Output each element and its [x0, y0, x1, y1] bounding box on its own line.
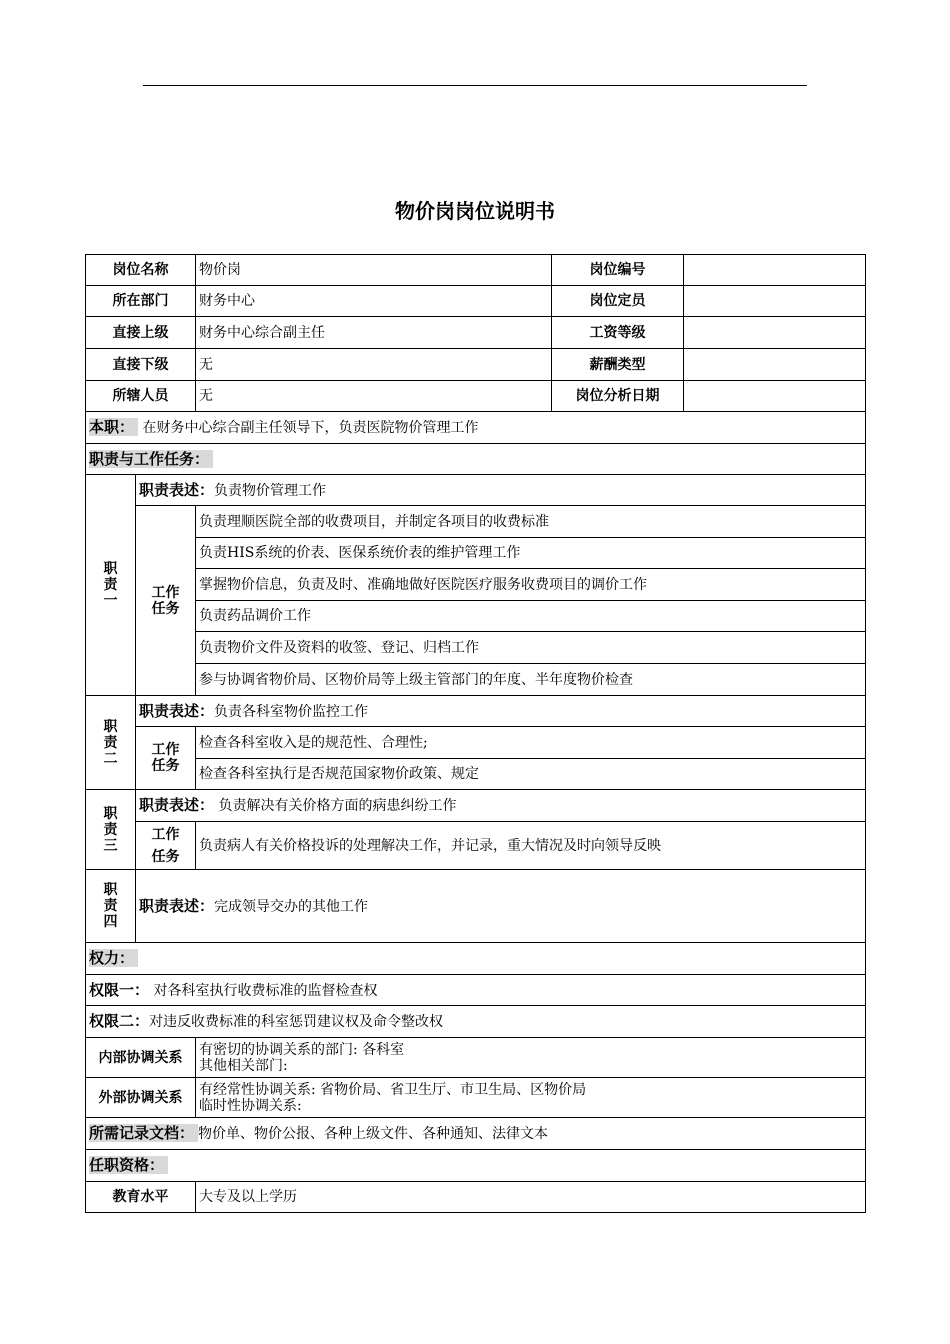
- duties-header: 职责与工作任务：: [89, 450, 213, 468]
- task-item: 负责理顺医院全部的收费项目，并制定各项目的收费标准: [196, 506, 866, 538]
- header-rule: [143, 85, 807, 86]
- authority-header: 权力：: [89, 949, 138, 967]
- task-label-line: 任务: [151, 848, 180, 865]
- qualification-header: 任职资格：: [89, 1156, 168, 1174]
- duty-2-label-char: 二: [103, 750, 118, 767]
- duty-desc-label: 职责表述：: [139, 701, 215, 720]
- headcount-label: 岗位定员: [552, 286, 684, 317]
- education-value: 大专及以上学历: [196, 1182, 866, 1213]
- salary-grade-value: [684, 317, 866, 349]
- duty-desc-text: 完成领导交办的其他工作: [214, 898, 369, 915]
- task-label-line: 任务: [151, 600, 180, 617]
- internal-relations-line: 其他相关部门:: [199, 1057, 288, 1074]
- duty-3-label-char: 责: [103, 821, 118, 838]
- summary-label: 本职：: [89, 418, 138, 436]
- task-item: 检查各科室收入是的规范性、合理性;: [196, 727, 866, 759]
- document-title: 物价岗岗位说明书: [395, 199, 555, 223]
- pay-type-value: [684, 349, 866, 381]
- authority-item-2: [86, 1006, 866, 1038]
- info-row: [86, 349, 866, 381]
- task-item: 负责HIS系统的价表、医保系统价表的维护管理工作: [196, 538, 866, 569]
- department-value: 财务中心: [196, 286, 552, 317]
- duty-4-desc: [136, 870, 866, 943]
- duty-row: [86, 790, 866, 822]
- external-relations-value: [196, 1078, 866, 1118]
- authority-item-1: [86, 975, 866, 1006]
- authority-text: 对违反收费标准的科室惩罚建议权及命令整改权: [149, 1014, 444, 1030]
- authority-row: [86, 975, 866, 1006]
- duty-1-label-char: 职: [103, 561, 118, 577]
- task-row: [86, 538, 866, 569]
- task-item: 负责病人有关价格投诉的处理解决工作，并记录，重大情况及时向领导反映: [196, 822, 866, 870]
- task-row: [86, 822, 866, 870]
- department-label: 所在部门: [86, 286, 196, 317]
- staff-value: 无: [196, 381, 552, 412]
- qualification-header-row: [86, 1150, 866, 1182]
- duty-2-task-label: [136, 727, 196, 790]
- duty-2-label: [86, 696, 136, 790]
- authority-header-cell: [86, 943, 866, 975]
- info-row: [86, 255, 866, 286]
- authority-row: [86, 1006, 866, 1038]
- job-description-table: [85, 254, 866, 1213]
- duty-4-label-char: 责: [103, 898, 118, 914]
- duty-desc-label: 职责表述：: [139, 796, 215, 814]
- task-item: 掌握物价信息，负责及时、准确地做好医院医疗服务收费项目的调价工作: [196, 569, 866, 601]
- task-row: [86, 759, 866, 790]
- external-relations-line: 有经常性协调关系: 省物价局、省卫生厅、市卫生局、区物价局: [199, 1081, 587, 1098]
- duty-3-label-char: 三: [103, 837, 118, 854]
- duty-2-desc: [136, 696, 866, 727]
- duty-4-label: [86, 870, 136, 943]
- duty-3-desc: [136, 790, 866, 822]
- internal-relations-row: [86, 1038, 866, 1078]
- duty-2-label-char: 职: [103, 718, 118, 735]
- duty-4-label-char: 四: [103, 914, 118, 930]
- duty-desc-text: 负责物价管理工作: [214, 482, 327, 499]
- duty-row: [86, 696, 866, 727]
- summary-row: [86, 412, 866, 444]
- education-label: 教育水平: [86, 1182, 196, 1213]
- analysis-date-value: [684, 381, 866, 412]
- task-row: [86, 727, 866, 759]
- internal-relations-label: 内部协调关系: [86, 1038, 196, 1078]
- external-relations-line: 临时性协调关系:: [199, 1097, 302, 1114]
- staff-label: 所辖人员: [86, 381, 196, 412]
- analysis-date-label: 岗位分析日期: [552, 381, 684, 412]
- task-item: 负责物价文件及资料的收签、登记、归档工作: [196, 632, 866, 664]
- duty-desc-text: 负责各科室物价监控工作: [214, 703, 369, 720]
- supervisor-label: 直接上级: [86, 317, 196, 349]
- headcount-value: [684, 286, 866, 317]
- duty-desc-text: 负责解决有关价格方面的病患纠纷工作: [214, 798, 457, 814]
- pay-type-label: 薪酬类型: [552, 349, 684, 381]
- duty-3-label: [86, 790, 136, 870]
- position-code-label: 岗位编号: [552, 255, 684, 286]
- info-row: [86, 317, 866, 349]
- duty-4-label-char: 职: [103, 882, 118, 898]
- duty-desc-label: 职责表述：: [139, 896, 215, 915]
- duty-3-label-char: 职: [103, 805, 118, 822]
- records-cell: [86, 1118, 866, 1150]
- info-row: [86, 286, 866, 317]
- duty-2-label-char: 责: [103, 734, 118, 751]
- task-item: 检查各科室执行是否规范国家物价政策、规定: [196, 759, 866, 790]
- supervisor-value: 财务中心综合副主任: [196, 317, 552, 349]
- subordinate-label: 直接下级: [86, 349, 196, 381]
- authority-text: 对各科室执行收费标准的监督检查权: [149, 982, 378, 999]
- duty-1-desc: [136, 475, 866, 506]
- duty-1-task-label: [136, 506, 196, 696]
- duty-desc-label: 职责表述：: [139, 480, 215, 499]
- task-item: 负责药品调价工作: [196, 601, 866, 632]
- task-row: [86, 664, 866, 696]
- info-row: [86, 381, 866, 412]
- task-label-line: 工作: [151, 742, 180, 758]
- task-row: [86, 569, 866, 601]
- duties-header-cell: [86, 444, 866, 475]
- position-name-value: 物价岗: [196, 255, 552, 286]
- task-row: [86, 601, 866, 632]
- position-name-label: 岗位名称: [86, 255, 196, 286]
- internal-relations-line: 有密切的协调关系的部门: 各科室: [199, 1041, 405, 1058]
- duty-1-label-char: 责: [103, 577, 118, 593]
- internal-relations-value: [196, 1038, 866, 1078]
- records-text: 物价单、物价公报、各种上级文件、各种通知、法律文本: [198, 1126, 549, 1142]
- records-label: 所需记录文档：: [89, 1124, 198, 1142]
- task-label-line: 任务: [151, 758, 180, 774]
- subordinate-value: 无: [196, 349, 552, 381]
- position-code-value: [684, 255, 866, 286]
- duty-1-label-char: 一: [103, 593, 118, 609]
- summary-text: 在财务中心综合副主任领导下，负责医院物价管理工作: [142, 420, 479, 436]
- authority-header-row: [86, 943, 866, 975]
- duties-header-row: [86, 444, 866, 475]
- task-item: 参与协调省物价局、区物价局等上级主管部门的年度、半年度物价检查: [196, 664, 866, 696]
- records-row: [86, 1118, 866, 1150]
- authority-label: 权限二：: [89, 1012, 150, 1030]
- external-relations-row: [86, 1078, 866, 1118]
- education-row: [86, 1182, 866, 1213]
- salary-grade-label: 工资等级: [552, 317, 684, 349]
- summary-cell: [86, 412, 866, 444]
- duty-1-label: [86, 475, 136, 696]
- task-row: [86, 506, 866, 538]
- qualification-header-cell: [86, 1150, 866, 1182]
- external-relations-label: 外部协调关系: [86, 1078, 196, 1118]
- task-row: [86, 632, 866, 664]
- task-label-line: 工作: [151, 584, 180, 601]
- task-label-line: 工作: [151, 826, 180, 843]
- duty-row: [86, 870, 866, 943]
- duty-3-task-label: [136, 822, 196, 870]
- authority-label: 权限一：: [89, 980, 150, 999]
- duty-row: [86, 475, 866, 506]
